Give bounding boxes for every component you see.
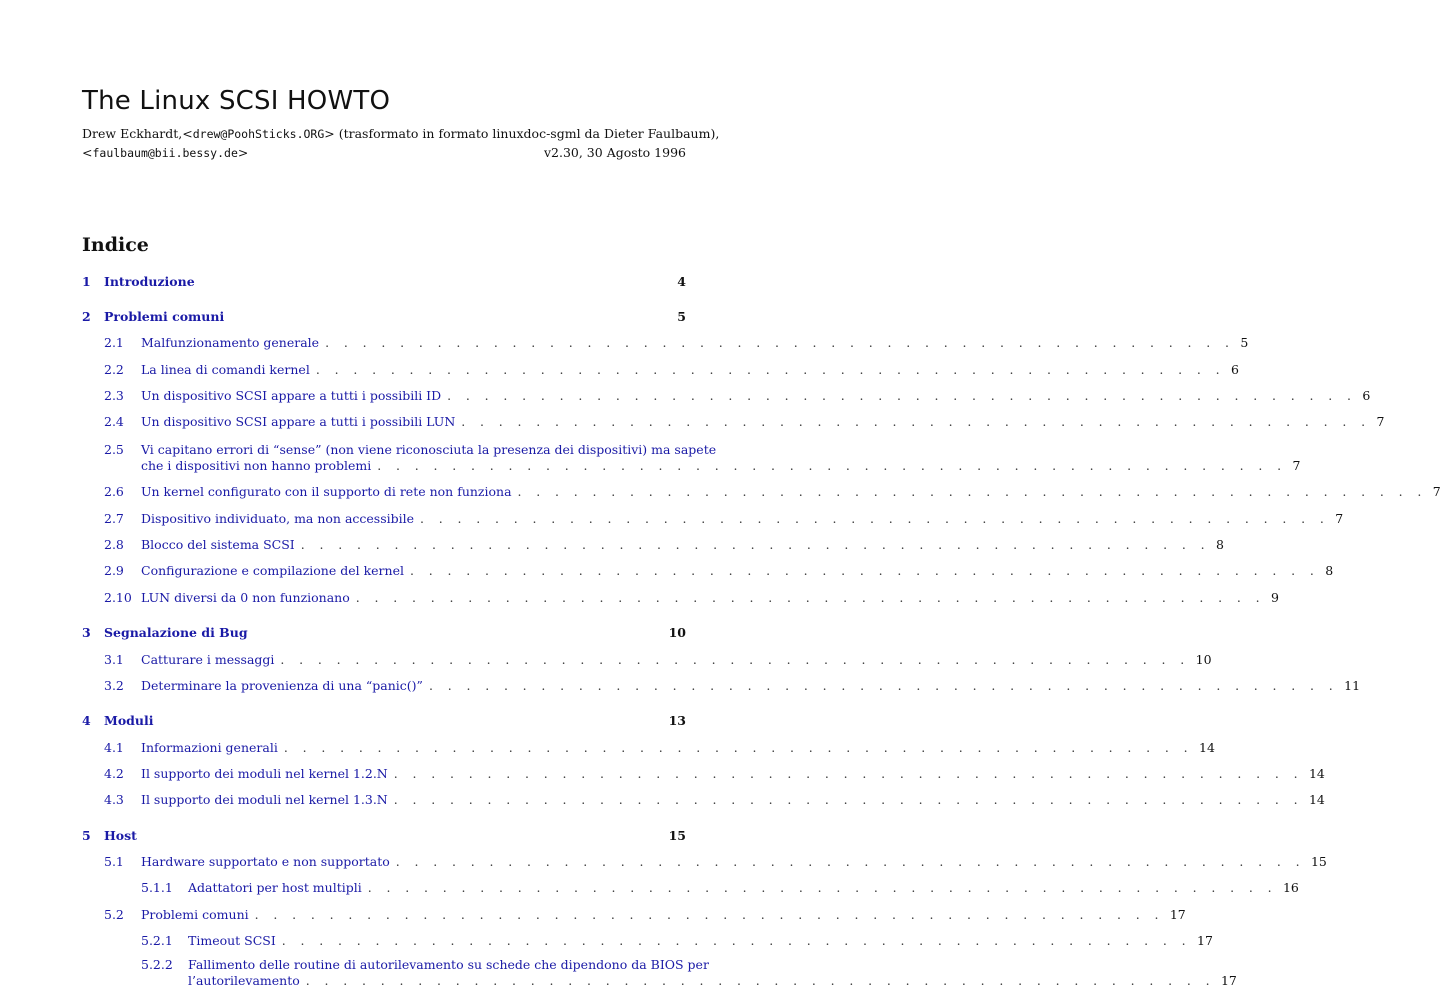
toc-link[interactable]: Dispositivo individuato, ma non accessibile [141, 511, 415, 526]
leader-dots: . . . . . . . . . . . . . . . . . . . . . . . . . . . . . . . . . . . . . . . . . . . . . . . . . [367, 880, 1277, 895]
version-date: v2.30, 30 Agosto 1996 [543, 145, 686, 160]
leader-dots: . . . . . . . . . . . . . . . . . . . . . . . . . . . . . . . . . . . . . . . . . . . . . . . . . [315, 362, 1226, 377]
toc-entry[interactable] [82, 740, 1215, 756]
toc-entry[interactable] [82, 590, 1279, 606]
toc-number: 2.9 [104, 563, 124, 578]
toc-link[interactable]: Moduli [104, 713, 154, 728]
toc-number: 2.10 [104, 590, 132, 605]
toc-entry[interactable] [82, 792, 1325, 808]
toc-page: 8 [1325, 563, 1334, 578]
toc-entry[interactable] [82, 766, 1325, 782]
toc-link[interactable]: Determinare la provenienza di una “panic()” [141, 678, 423, 693]
toc-link-line2[interactable]: che i dispositivi non hanno problemi [141, 458, 372, 473]
author-line-1 [82, 124, 720, 143]
author-text: Drew Eckhardt,< [82, 126, 193, 141]
toc-page: 14 [1199, 740, 1215, 755]
toc-page: 5 [1240, 335, 1249, 350]
toc-number: 2.7 [104, 511, 124, 526]
leader-dots: . . . . . . . . . . . . . . . . . . . . . . . . . . . . . . . . . . . . . . . . . . . . . . . . . [420, 511, 1330, 526]
toc-number: 2.3 [104, 388, 124, 403]
toc-page: 14 [1308, 766, 1325, 781]
toc-number: 5.2.2 [141, 957, 173, 972]
toc-number: 2.4 [104, 414, 124, 429]
toc-page: 5 [677, 309, 686, 324]
toc-entry[interactable] [82, 828, 686, 844]
toc-page: 4 [677, 274, 686, 289]
toc-page: 8 [1215, 537, 1224, 552]
toc-number: 1 [82, 274, 91, 289]
toc-entry[interactable] [82, 907, 1186, 923]
toc-entry[interactable] [82, 309, 686, 325]
toc-page: 7 [1376, 414, 1385, 429]
toc-page: 7 [1292, 458, 1301, 473]
toc-page: 10 [1195, 652, 1212, 667]
leader-dots: . . . . . . . . . . . . . . . . . . . . . . . . . . . . . . . . . . . . . . . . . . . . . . . . . [281, 933, 1192, 948]
toc-entry[interactable] [82, 678, 1361, 694]
toc-link[interactable]: Malfunzionamento generale [141, 335, 320, 350]
toc-link-line1[interactable]: Vi capitano errori di “sense” (non viene riconosciuta la presenza dei dispositivi) ma sapete [141, 442, 717, 457]
toc-link[interactable]: Introduzione [104, 274, 195, 289]
leader-dots: . . . . . . . . . . . . . . . . . . . . . . . . . . . . . . . . . . . . . . . . . . . . . . . . . [377, 458, 1287, 473]
toc-number: 2.6 [104, 484, 124, 499]
toc-link[interactable]: Un dispositivo SCSI appare a tutti i possibili ID [141, 388, 442, 403]
toc-entry[interactable] [82, 563, 1334, 579]
leader-dots: . . . . . . . . . . . . . . . . . . . . . . . . . . . . . . . . . . . . . . . . . . . . . . . . . [461, 414, 1371, 429]
toc-link[interactable]: Blocco del sistema SCSI [141, 537, 295, 552]
leader-dots: . . . . . . . . . . . . . . . . . . . . . . . . . . . . . . . . . . . . . . . . . . . . . . . . . [409, 563, 1320, 578]
toc-page: 6 [1231, 362, 1239, 377]
leader-dots: . . . . . . . . . . . . . . . . . . . . . . . . . . . . . . . . . . . . . . . . . . . . . . . . . [283, 740, 1194, 755]
toc-page: 7 [1335, 511, 1344, 526]
toc-entry-line2 [141, 458, 1300, 474]
toc-number: 4.2 [104, 766, 124, 781]
leader-dots: . . . . . . . . . . . . . . . . . . . . . . . . . . . . . . . . . . . . . . . . . . . . . . . . . [325, 335, 1235, 350]
toc-entry-body [188, 957, 1237, 989]
toc-page: 17 [1220, 973, 1237, 988]
toc-link[interactable]: LUN diversi da 0 non funzionano [141, 590, 350, 605]
toc-number: 2 [82, 309, 91, 324]
author-email-link[interactable]: drew@PoohSticks.ORG [192, 127, 325, 141]
toc-number: 3.1 [104, 652, 124, 667]
leader-dots: . . . . . . . . . . . . . . . . . . . . . . . . . . . . . . . . . . . . . . . . . . . . . . . . . [300, 537, 1210, 552]
author-block [82, 124, 720, 162]
toc-link-line1[interactable]: Fallimento delle routine di autorilevamento su schede che dipendono da BIOS per [188, 957, 709, 972]
toc-entry[interactable] [82, 713, 686, 729]
toc-entry[interactable] [82, 625, 686, 641]
toc-link[interactable]: Configurazione e compilazione del kernel [141, 563, 404, 578]
toc-page: 16 [1282, 880, 1299, 895]
toc-link[interactable]: Host [104, 828, 137, 843]
leader-dots: . . . . . . . . . . . . . . . . . . . . . . . . . . . . . . . . . . . . . . . . . . . . . . . . . [280, 652, 1190, 667]
toc-entry-line2 [188, 973, 1237, 989]
leader-dots: . . . . . . . . . . . . . . . . . . . . . . . . . . . . . . . . . . . . . . . . . . . . . . . . . [428, 678, 1339, 693]
toc-page: 15 [668, 828, 686, 843]
author-line-2 [82, 143, 686, 162]
toc-link[interactable]: Timeout SCSI [188, 933, 276, 948]
toc-page: 7 [1432, 484, 1441, 499]
toc-number: 5.2 [104, 907, 124, 922]
bracket-close: > [237, 145, 249, 160]
toc-entry[interactable] [82, 414, 1385, 430]
toc-entry[interactable] [82, 388, 1371, 404]
leader-dots: . . . . . . . . . . . . . . . . . . . . . . . . . . . . . . . . . . . . . . . . . . . . . . . . . [393, 792, 1303, 807]
leader-dots: . . . . . . . . . . . . . . . . . . . . . . . . . . . . . . . . . . . . . . . . . . . . . . . . . [393, 766, 1303, 781]
toc-page: 14 [1308, 792, 1325, 807]
toc-page: 17 [1197, 933, 1213, 948]
toc-number: 4 [82, 713, 91, 728]
leader-dots: . . . . . . . . . . . . . . . . . . . . . . . . . . . . . . . . . . . . . . . . . . . . . . . . . [305, 973, 1215, 988]
toc-number: 3 [82, 625, 91, 640]
toc-number: 5.1.1 [141, 880, 173, 895]
toc-entry[interactable] [82, 362, 1239, 378]
toc-page: 13 [668, 713, 686, 728]
toc-number: 2.2 [104, 362, 124, 377]
toc-entry[interactable] [82, 652, 1212, 668]
toc-link[interactable]: Hardware supportato e non supportato [141, 854, 390, 869]
toc-entry[interactable] [82, 442, 1301, 474]
toc-page: 10 [668, 625, 686, 640]
toc-number: 4.1 [104, 740, 124, 755]
leader-dots: . . . . . . . . . . . . . . . . . . . . . . . . . . . . . . . . . . . . . . . . . . . . . . . . . [447, 388, 1357, 403]
toc-link[interactable]: Problemi comuni [141, 907, 249, 922]
toc-link[interactable]: Il supporto dei moduli nel kernel 1.3.N [141, 792, 388, 807]
toc-number: 2.1 [104, 335, 124, 350]
toc-entry[interactable] [82, 274, 686, 290]
leader-dots: . . . . . . . . . . . . . . . . . . . . . . . . . . . . . . . . . . . . . . . . . . . . . . . . . [395, 854, 1305, 869]
leader-dots: . . . . . . . . . . . . . . . . . . . . . . . . . . . . . . . . . . . . . . . . . . . . . . . . . [254, 907, 1164, 922]
toc-entry[interactable] [82, 880, 1299, 896]
toc-link[interactable]: Informazioni generali [141, 740, 278, 755]
toc-link[interactable]: Catturare i messaggi [141, 652, 275, 667]
toc-entry[interactable] [82, 511, 1344, 527]
toc-link[interactable]: Il supporto dei moduli nel kernel 1.2.N [141, 766, 388, 781]
toc-entry[interactable] [82, 957, 1237, 989]
toc-number: 4.3 [104, 792, 124, 807]
toc-number: 2.8 [104, 537, 124, 552]
toc-entry[interactable] [82, 537, 1224, 553]
toc-number: 2.5 [104, 442, 124, 457]
toc-entry[interactable] [82, 335, 1249, 351]
toc-entry[interactable] [82, 484, 1441, 500]
toc-link[interactable]: Segnalazione di Bug [104, 625, 248, 640]
toc-link[interactable]: Adattatori per host multipli [188, 880, 362, 895]
toc-link-line2[interactable]: l’autorilevamento [188, 973, 300, 988]
toc-heading: Indice [82, 234, 149, 256]
toc-link[interactable]: Problemi comuni [104, 309, 225, 324]
toc-link[interactable]: La linea di comandi kernel [141, 362, 310, 377]
leader-dots: . . . . . . . . . . . . . . . . . . . . . . . . . . . . . . . . . . . . . . . . . . . . . . . . . [355, 590, 1265, 605]
toc-number: 3.2 [104, 678, 124, 693]
toc-entry[interactable] [82, 854, 1327, 870]
translator-email-link[interactable]: faulbaum@bii.bessy.de [92, 146, 238, 160]
toc-link[interactable]: Un dispositivo SCSI appare a tutti i possibili LUN [141, 414, 456, 429]
bracket-open: < [82, 145, 93, 160]
toc-page: 17 [1169, 907, 1186, 922]
toc-number: 5.1 [104, 854, 124, 869]
toc-page: 9 [1270, 590, 1279, 605]
toc-page: 11 [1344, 678, 1361, 693]
toc-link[interactable]: Un kernel configurato con il supporto di rete non funziona [141, 484, 512, 499]
toc-number: 5.2.1 [141, 933, 173, 948]
toc-page: 15 [1310, 854, 1327, 869]
toc-number: 5 [82, 828, 91, 843]
document-title: The Linux SCSI HOWTO [82, 86, 391, 116]
leader-dots: . . . . . . . . . . . . . . . . . . . . . . . . . . . . . . . . . . . . . . . . . . . . . . . . . [517, 484, 1427, 499]
toc-page: 6 [1362, 388, 1371, 403]
author-text-suffix: > (trasformato in formato linuxdoc-sgml da Dieter Faulbaum), [324, 126, 720, 141]
toc-entry-body [141, 442, 1300, 474]
toc-entry[interactable] [82, 933, 1213, 949]
